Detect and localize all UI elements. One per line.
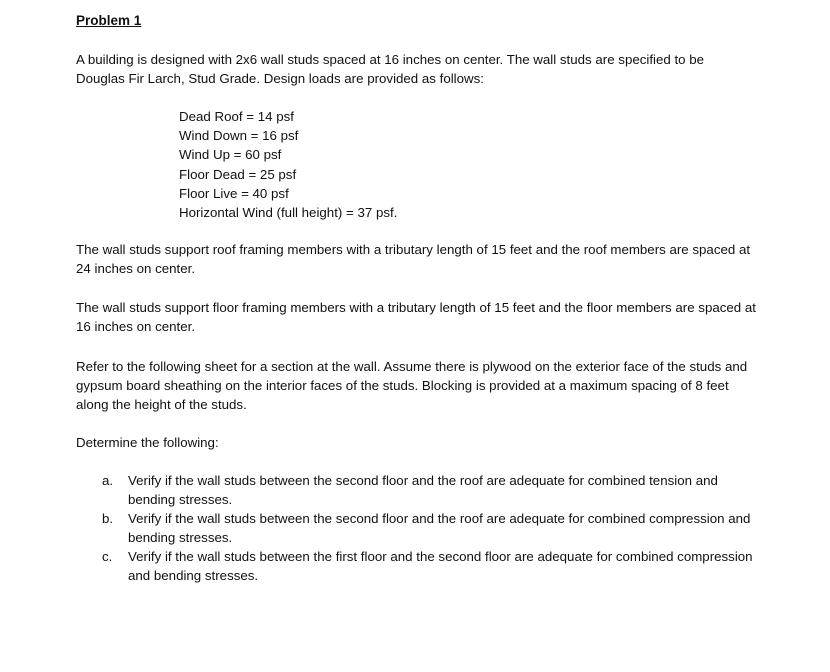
task-item <box>102 471 762 509</box>
intro-paragraph: A building is designed with 2x6 wall studs spaced at 16 inches on center. The wall studs are specified to be Douglas Fir Larch, Stud Grade. Design loads are provided as follows: <box>76 52 705 86</box>
design-load-item: Horizontal Wind (full height) = 37 psf. <box>179 204 398 220</box>
problem-title: Problem 1 <box>76 13 142 28</box>
design-load-item: Floor Dead = 25 psf <box>179 166 297 182</box>
floor-framing-paragraph: The wall studs support floor framing members with a tributary length of 15 feet and the floor members are spaced at 16 inches on center. <box>76 300 756 334</box>
task-text: Verify if the wall studs between the second floor and the roof are adequate for combined tension and bending stresses. <box>128 473 718 507</box>
determine-label: Determine the following: <box>76 435 219 450</box>
task-list <box>102 471 762 585</box>
roof-framing-paragraph: The wall studs support roof framing members with a tributary length of 15 feet and the roof members are spaced at 24 inches on center. <box>76 242 751 276</box>
task-item <box>102 547 762 585</box>
design-load-item: Dead Roof = 14 psf <box>179 109 294 124</box>
task-marker: b. <box>102 511 114 526</box>
design-load-item: Wind Down = 16 psf <box>179 128 299 144</box>
task-text: Verify if the wall studs between the first floor and the second floor are adequate for combined compression and bending stresses. <box>128 549 753 583</box>
task-marker: c. <box>102 549 113 564</box>
design-load-item: Floor Live = 40 psf <box>179 185 289 201</box>
task-text: Verify if the wall studs between the second floor and the roof are adequate for combined compression and bending stresses. <box>128 511 751 545</box>
design-loads-list <box>179 107 397 222</box>
task-item <box>102 509 762 547</box>
task-marker: a. <box>102 473 114 488</box>
design-load-item: Wind Up = 60 psf <box>179 147 282 163</box>
wall-section-paragraph: Refer to the following sheet for a section at the wall. Assume there is plywood on the exterior face of the studs and gypsum board sheathing on the interior faces of the studs. Blocking is provided at a maximum spacing of 8 feet along the height of the studs. <box>76 359 748 412</box>
